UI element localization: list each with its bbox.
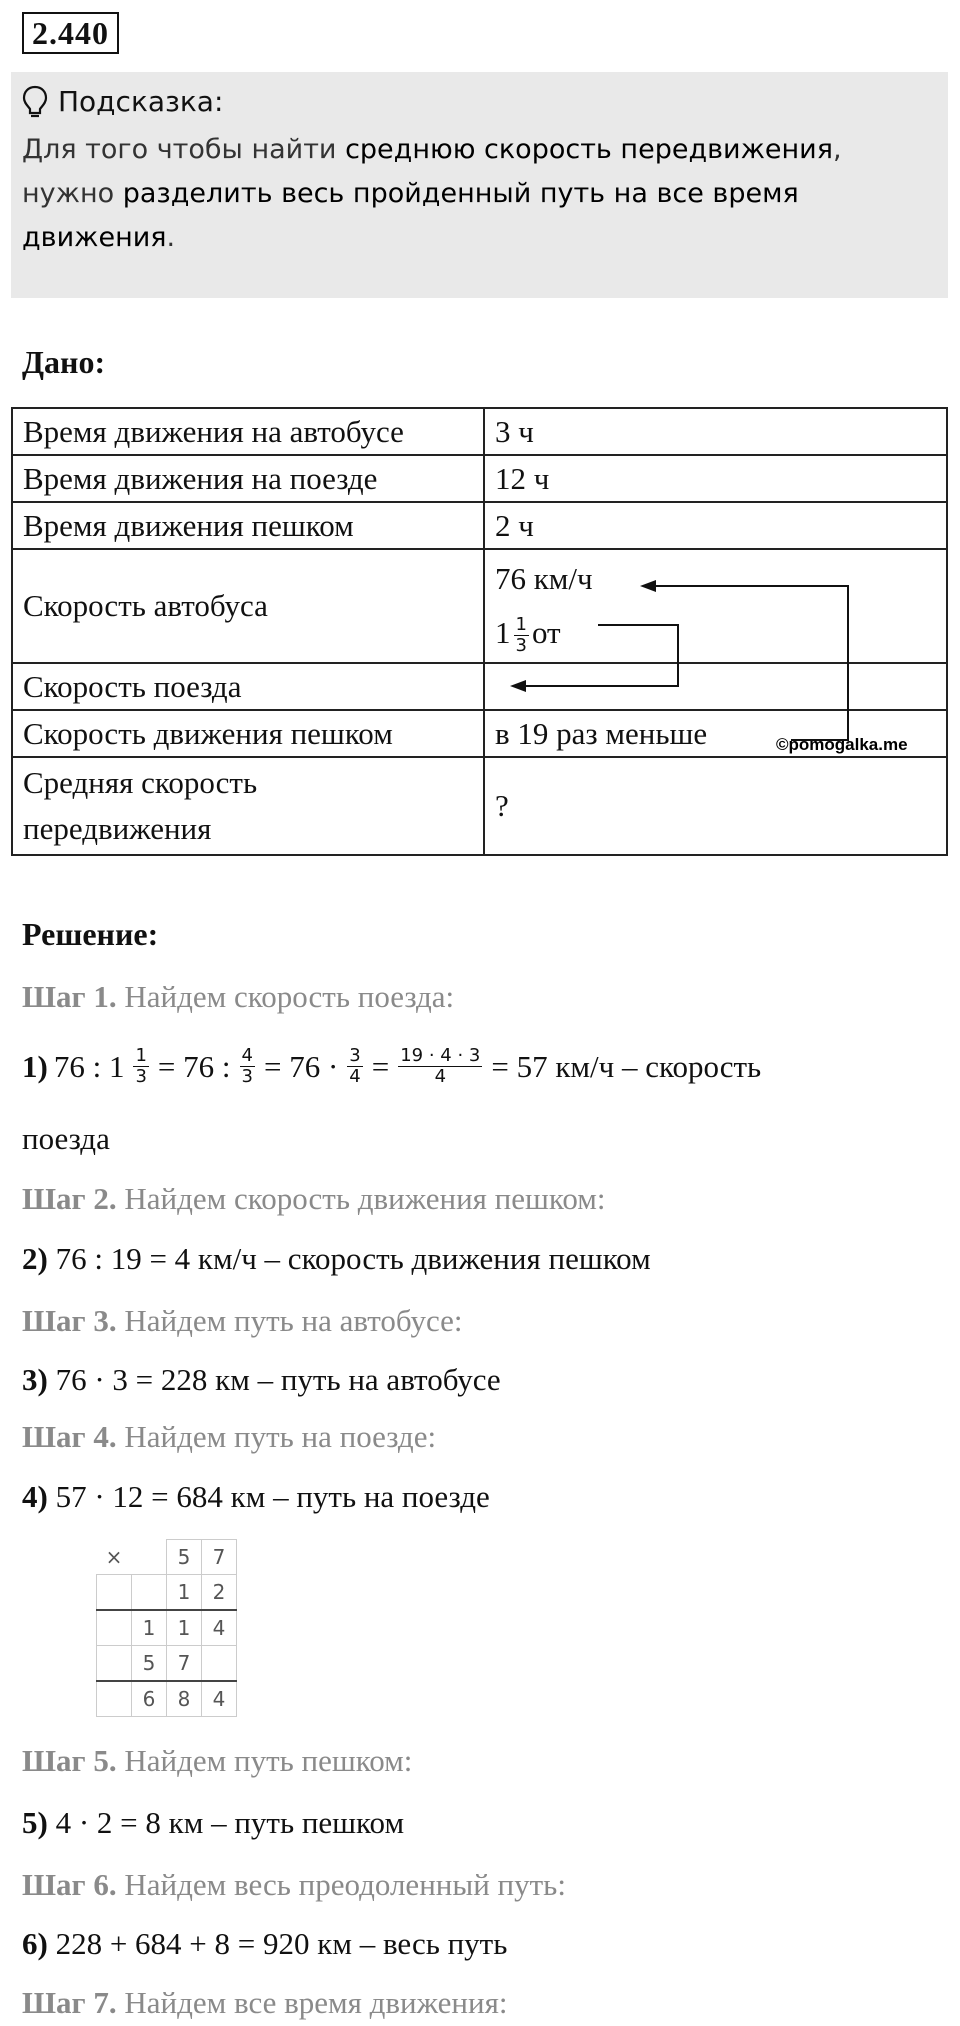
step-3: Шаг 3. Найдем путь на автобусе: — [22, 1303, 463, 1338]
value-cell — [484, 549, 947, 663]
value-cell: ? — [484, 757, 947, 855]
table-row — [12, 455, 947, 502]
solution-line-5: 5) 4 · 2 = 8 км – путь пешком — [22, 1805, 405, 1840]
table-row: 6 8 4 — [97, 1681, 237, 1717]
table-row: 1 1 4 — [97, 1610, 237, 1646]
param-cell: Скорость автобуса — [12, 549, 484, 663]
solution-line-1-cont: поезда — [22, 1121, 110, 1156]
hint-text: Для того чтобы найти среднюю скорость передвижения, нужно разделить весь пройденный путь на все время движения. — [22, 134, 842, 253]
hint-title — [22, 80, 223, 124]
table-row: 5 7 — [97, 1646, 237, 1682]
table-row: 1 2 — [97, 1575, 237, 1611]
step-7: Шаг 7. Найдем все время движения: — [22, 1985, 508, 2020]
param-cell: Время движения на поезде — [12, 455, 484, 502]
table-row — [12, 757, 947, 855]
train-speed-ratio: 1 $\frac{1}{3}$ от — [495, 614, 561, 657]
column-multiplication — [96, 1539, 237, 1717]
table-row — [12, 549, 947, 663]
param-cell: Скорость движения пешком — [12, 710, 484, 757]
solution-line-1: 1) 76 : 1 $\frac{1}{3}$ = 76 : $\frac{4}{3}$ = 76 · $\frac{3}{4}$ = $\frac{19 \cdot 4 \cdot 3}{4}$ = 57 км/ч – скорость — [22, 1045, 762, 1087]
value-cell — [484, 663, 947, 710]
solution-label: Решение: — [22, 916, 159, 952]
task-number: 2.440 — [22, 12, 119, 54]
value-cell: в 19 раз меньше — [484, 710, 947, 757]
step-5: Шаг 5. Найдем путь пешком: — [22, 1743, 413, 1778]
fraction: $\frac{1}{3}$ — [515, 614, 527, 657]
step-1: Шаг 1. Найдем скорость поезда: — [22, 979, 455, 1014]
fraction: $\frac{3}{4}$ — [349, 1045, 361, 1087]
bus-speed: 76 км/ч — [495, 561, 593, 596]
solution-line-2: 2) 76 : 19 = 4 км/ч – скорость движения пешком — [22, 1241, 651, 1276]
fraction: $\frac{4}{3}$ — [241, 1045, 253, 1087]
step-2: Шаг 2. Найдем скорость движения пешком: — [22, 1181, 606, 1216]
value-cell: 2 ч — [484, 502, 947, 549]
hint-title-text: Подсказка: — [58, 85, 224, 118]
given-table — [11, 407, 948, 856]
solution-line-6: 6) 228 + 684 + 8 = 920 км – весь путь — [22, 1926, 508, 1961]
table-row — [12, 663, 947, 710]
given-label: Дано: — [22, 344, 106, 380]
value-cell: 3 ч — [484, 408, 947, 455]
value-cell: 12 ч — [484, 455, 947, 502]
lightbulb-icon — [22, 85, 48, 119]
step-4: Шаг 4. Найдем путь на поезде: — [22, 1419, 437, 1454]
step-6: Шаг 6. Найдем весь преодоленный путь: — [22, 1867, 566, 1902]
solution-line-4: 4) 57 · 12 = 684 км – путь на поезде — [22, 1479, 490, 1514]
param-cell: Время движения на автобусе — [12, 408, 484, 455]
table-row — [12, 408, 947, 455]
table-row — [12, 502, 947, 549]
param-cell: Скорость поезда — [12, 663, 484, 710]
fraction: $\frac{1}{3}$ — [135, 1045, 147, 1087]
solution-line-3: 3) 76 · 3 = 228 км – путь на автобусе — [22, 1362, 501, 1397]
fraction: $\frac{19 \cdot 4 \cdot 3}{4}$ — [400, 1045, 481, 1087]
param-cell: Средняя скорость передвижения — [12, 757, 484, 855]
param-cell: Время движения пешком — [12, 502, 484, 549]
table-row: × 5 7 — [97, 1540, 237, 1575]
watermark: ©pomogalka.me — [776, 735, 908, 754]
